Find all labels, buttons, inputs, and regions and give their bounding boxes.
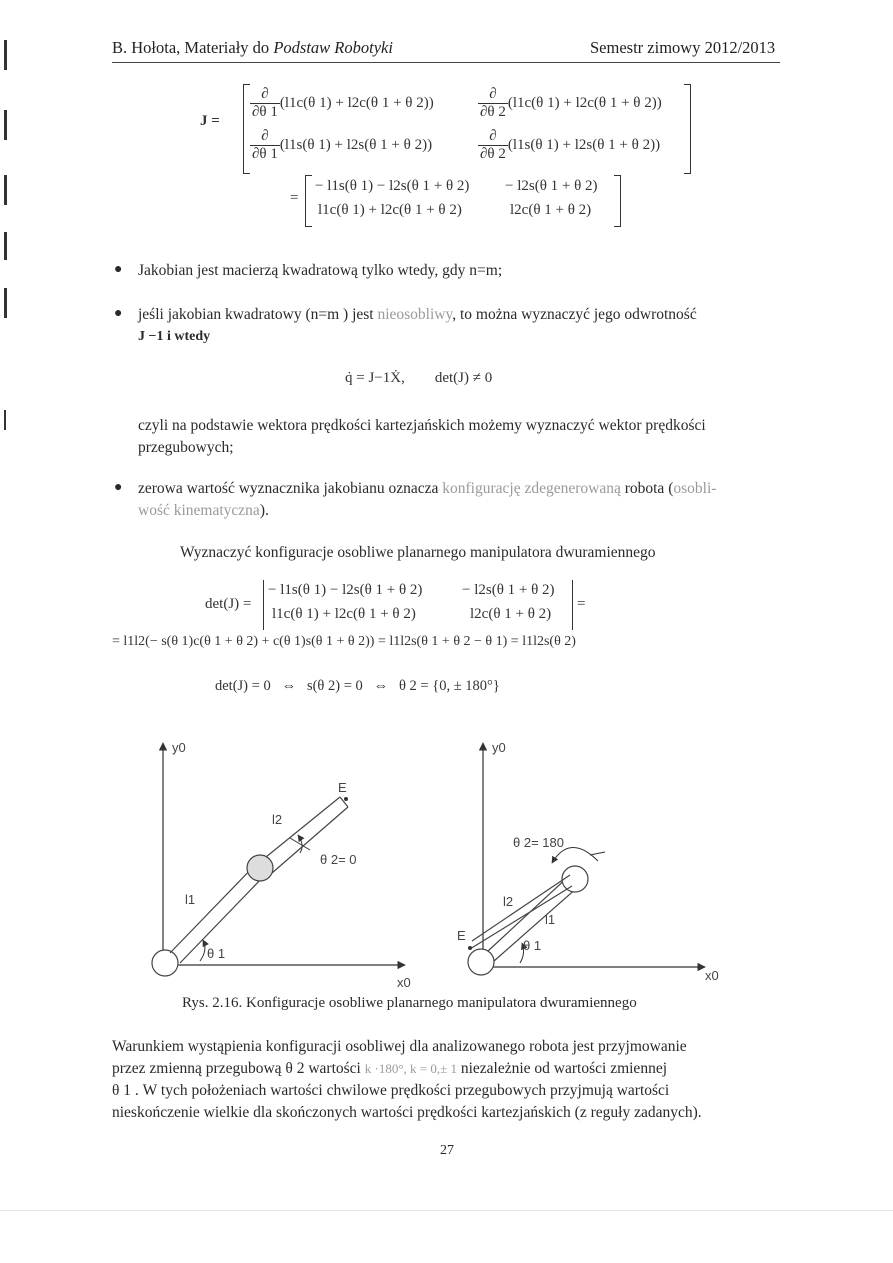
det-bar-right [572,580,573,630]
scan-mark [4,288,7,318]
scan-edge [0,1210,893,1211]
figure-caption: Rys. 2.16. Konfiguracje osobliwe planarnego manipulatora dwuramiennego [182,995,637,1011]
left-theta1-arc [200,940,205,961]
det-rhs: = [577,596,586,612]
left-y0-label: y0 [172,740,186,755]
matrix-bracket-right [684,84,691,174]
jacobian-m12: − l2s(θ 1 + θ 2) [505,178,598,194]
left-x0-label: x0 [397,975,411,990]
page-number: 27 [440,1143,454,1158]
header-rule [112,62,780,63]
left-end-effector [344,797,348,801]
bullet-2-continuation-2: przegubowych; [138,439,234,456]
jacobian-m11: − l1s(θ 1) − l2s(θ 1 + θ 2) [315,178,470,194]
right-l1-label: l1 [545,912,556,927]
right-y0-label: y0 [492,740,506,755]
right-theta2-label: θ 2= 180 [513,835,564,850]
matrix-bracket-left [243,84,250,174]
right-E-label: E [457,928,466,943]
scan-mark [4,110,7,140]
det-condition: det(J) = 0 ⇔ s(θ 2) = 0 ⇔ θ 2 = {0, ± 180°} [215,678,500,694]
bullet-2-text: jeśli jakobian kwadratowy (n=m ) jest nieosobliwy, to można wyznaczyć jego odwrotność [138,306,697,323]
scan-mark [4,175,7,205]
right-theta1-label: θ 1 [523,938,542,953]
paragraph-line-4: nieskończenie wielkie dla skończonych wartości prędkości kartezjańskich (z reguły zadanych). [112,1104,702,1121]
paragraph-line-1: Warunkiem wystąpienia konfiguracji osobliwej dla analizowanego robota jest przyjmowanie [112,1038,687,1055]
det-m21: l1c(θ 1) + l2c(θ 1 + θ 2) [272,606,416,622]
jacobian-eq-sign: = [290,190,299,206]
det-m22: l2c(θ 1 + θ 2) [470,606,552,622]
bullet-dot: ● [114,306,123,321]
det-lhs: det(J) = [205,596,252,612]
task-statement: Wyznaczyć konfiguracje osobliwe planarnego manipulatora dwuramiennego [180,544,656,561]
right-elbow-joint [562,866,588,892]
left-base-joint [152,950,178,976]
paragraph-line-2: przez zmienną przegubową θ 2 wartości k ·180°, k = 0,± 1 niezależnie od wartości zmiennej [112,1060,667,1077]
jacobian-m22: l2c(θ 1 + θ 2) [510,202,592,218]
left-theta2-label: θ 2= 0 [320,852,357,867]
matrix2-bracket-left [305,175,312,227]
jacobian-lhs: J = [200,113,220,129]
left-l2-label: l2 [272,812,283,827]
scan-mark [4,40,7,70]
bullet-2-inverse: J −1 i wtedy [138,329,211,344]
page-header-left: B. Hołota, Materiały do Podstaw Robotyki [112,38,393,57]
scan-mark [4,410,6,430]
right-end-effector [468,946,472,950]
bullet-dot: ● [114,480,123,495]
det-m11: − l1s(θ 1) − l2s(θ 1 + θ 2) [268,582,423,598]
left-l1-label: l1 [185,892,196,907]
jacobian-m21: l1c(θ 1) + l2c(θ 1 + θ 2) [318,202,462,218]
bullet-dot: ● [114,262,123,277]
matrix2-bracket-right [614,175,621,227]
paragraph-line-3: θ 1 . W tych położeniach wartości chwilowe prędkości przegubowych przyjmują wartości [112,1082,670,1099]
jacobian-r1c2: $\frac{\partial}{\partial\theta 2}$ (l1c(θ 1) + l2c(θ 1 + θ 2)) [480,86,662,120]
qdot-equation: q̇ = J−1Ẋ, det(J) ≠ 0 [345,370,493,386]
right-x0-label: x0 [705,968,719,983]
bullet-1-text: Jakobian jest macierzą kwadratową tylko wtedy, gdy n=m; [138,262,503,279]
page-header-right: Semestr zimowy 2012/2013 [590,38,776,57]
jacobian-r2c1: $\frac{\partial}{\partial\theta 1}$ (l1s(θ 1) + l2s(θ 1 + θ 2)) [252,128,433,162]
det-expansion: = l1l2(− s(θ 1)c(θ 1 + θ 2) + c(θ 1)s(θ 1 + θ 2)) = l1l2s(θ 1 + θ 2 − θ 1) = l1l2s(θ 2) [112,634,576,649]
left-E-label: E [338,780,347,795]
bullet-3-text: zerowa wartość wyznacznika jakobianu oznacza konfigurację zdegenerowaną robota (osobli- [138,480,717,497]
right-l2-label: l2 [503,894,514,909]
right-base-joint [468,949,494,975]
jacobian-r2c2: $\frac{\partial}{\partial\theta 2}$ (l1s(θ 1) + l2s(θ 1 + θ 2)) [480,128,661,162]
scan-mark [4,232,7,260]
det-m12: − l2s(θ 1 + θ 2) [462,582,555,598]
left-elbow-joint [247,855,273,881]
bullet-2-continuation-1: czyli na podstawie wektora prędkości kartezjańskich możemy wyznaczyć wektor prędkości [138,417,706,434]
bullet-3-continuation: wość kinematyczna). [138,502,269,519]
det-bar-left [263,580,264,630]
jacobian-r1c1: $\frac{\partial}{\partial\theta 1}$ (l1c(θ 1) + l2c(θ 1 + θ 2)) [252,86,434,120]
left-theta1-label: θ 1 [207,946,226,961]
manipulator-figure [100,735,760,1005]
